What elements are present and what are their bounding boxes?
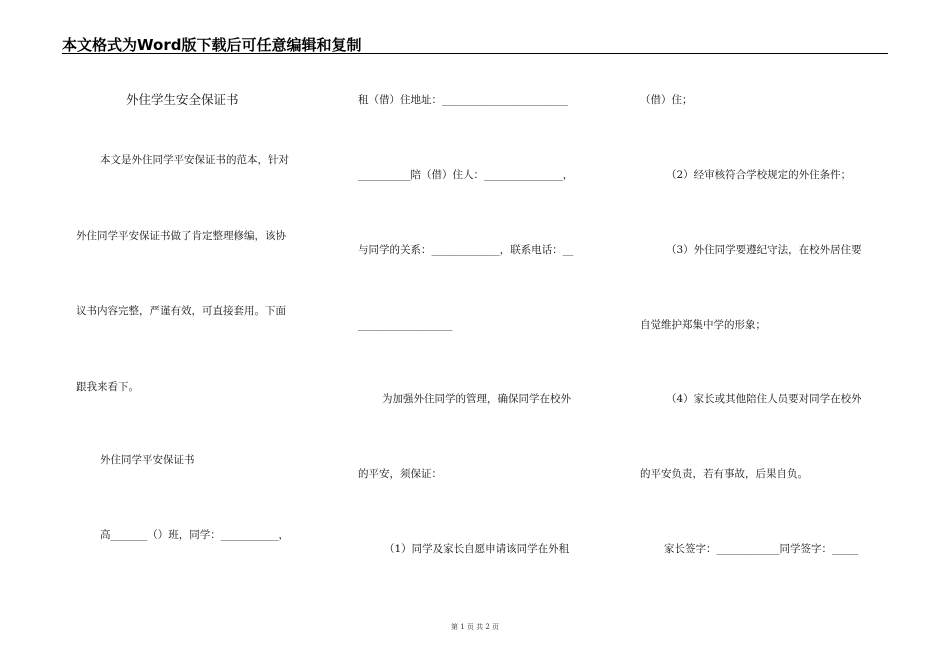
body-line: 议书内容完整，严谨有效，可直接套用。下面: [76, 305, 286, 317]
document-title: 外住学生安全保证书: [126, 92, 239, 107]
clause-4-cont: 的平安负责，若有事故，后果自负。: [640, 468, 808, 480]
clause-4: （4）家长或其他陪住人员要对同学在校外: [666, 393, 862, 405]
signature-line: 家长签字：____________同学签字：_____: [664, 543, 859, 555]
body-line: 外住同学平安保证书做了肯定整理修编，该协: [76, 230, 286, 242]
body-line: 跟我来看下。: [76, 381, 139, 393]
form-line-relation-phone: 与同学的关系：_____________，联系电话：__: [358, 244, 574, 256]
page-number: 第 1 页 共 2 页: [450, 623, 500, 631]
clause-2: （2）经审核符合学校规定的外住条件；: [666, 169, 852, 181]
body-line: 本文是外住同学平安保证书的范本，针对: [100, 154, 289, 166]
clause-3: （3）外住同学要遵纪守法，在校外居住要: [666, 244, 862, 256]
body-line: 为加强外住同学的管理，确保同学在校外: [382, 393, 571, 405]
text-column-3: [640, 0, 890, 672]
form-line-class: 高_______（）班，同学：___________，: [100, 529, 289, 541]
form-line-phone-cont: __________________: [358, 319, 453, 331]
body-line: 的平安，须保证：: [358, 468, 442, 480]
header-title: 本文格式为Word版下载后可任意编辑和复制: [62, 36, 362, 54]
text-column-2: [358, 0, 608, 672]
clause-1-cont: （借）住；: [640, 94, 693, 106]
clause-1: （1）同学及家长自愿申请该同学在外租: [384, 543, 570, 555]
text-column-1: [76, 0, 326, 672]
clause-3-cont: 自觉维护郑集中学的形象；: [640, 319, 766, 331]
section-heading: 外住同学平安保证书: [100, 454, 195, 466]
form-line-companion: __________陪（借）住人：_______________，: [358, 169, 574, 181]
form-line-address: 租（借）住地址：________________________: [358, 94, 568, 106]
